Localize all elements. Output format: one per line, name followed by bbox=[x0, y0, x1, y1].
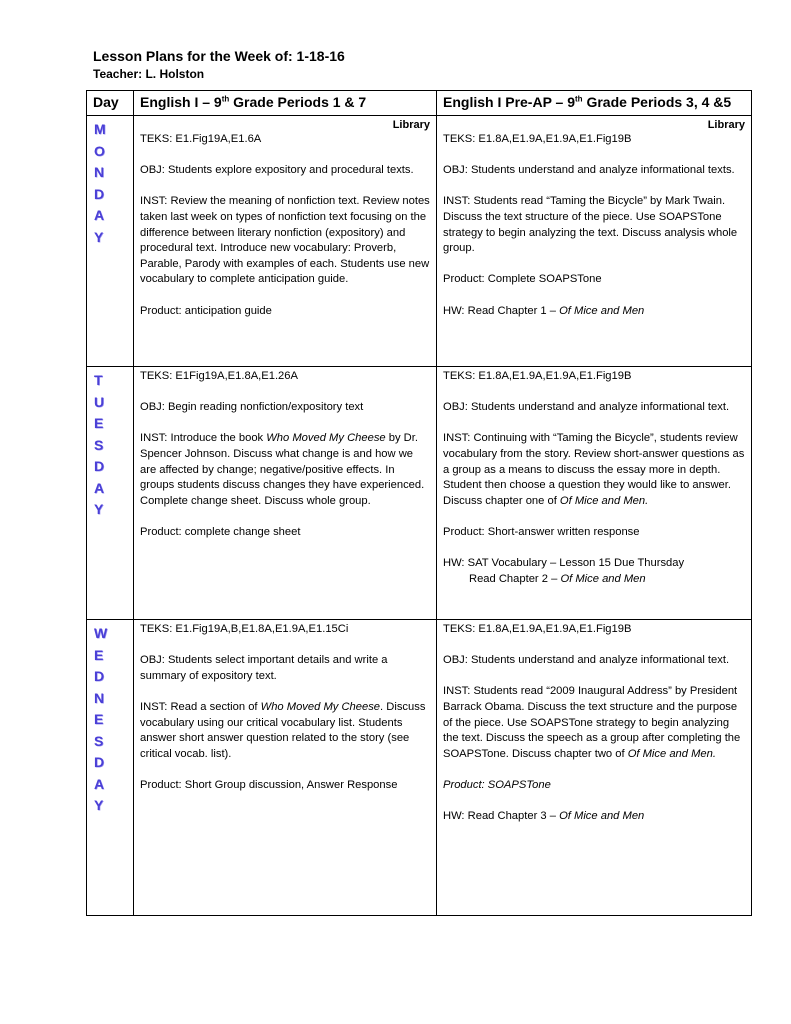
day-label-tuesday bbox=[87, 367, 134, 620]
page-title: Lesson Plans for the Week of: 1-18-16 bbox=[93, 48, 345, 64]
day-letters bbox=[94, 119, 133, 248]
day-letter: A bbox=[94, 479, 105, 496]
instruction: INST: Students read “2009 Inaugural Address” by President Barrack Obama. Discuss the text structure and the purpose of the piece. Use SOAPSTone strategy to begin analyzing the text. Discuss the speech as a group after completing the SOAPSTone. Discuss chapter two of Of Mice and Men. bbox=[443, 685, 741, 760]
header-row bbox=[87, 91, 752, 116]
day-letter: E bbox=[94, 646, 104, 663]
day-header: Day bbox=[87, 91, 134, 116]
product: Product: Short-answer written response bbox=[443, 525, 640, 538]
product: Product: SOAPSTone bbox=[443, 778, 551, 791]
product: Product: Complete SOAPSTone bbox=[443, 273, 602, 286]
objective: OBJ: Students understand and analyze informational texts. bbox=[443, 164, 735, 177]
teacher-name: Teacher: L. Holston bbox=[93, 67, 205, 81]
day-letter: E bbox=[94, 415, 104, 431]
day-label-monday bbox=[87, 116, 134, 367]
tuesday-pre-ap-cell bbox=[437, 367, 752, 620]
day-letter: S bbox=[94, 436, 104, 453]
day-letter: O bbox=[94, 142, 105, 159]
tuesday-english-i-cell bbox=[134, 367, 437, 620]
location-label: Library bbox=[707, 119, 745, 131]
day-letter: D bbox=[94, 754, 105, 770]
day-letter: A bbox=[94, 207, 105, 223]
objective: OBJ: Students understand and analyze informational text. bbox=[443, 654, 730, 667]
day-letter: Y bbox=[94, 228, 104, 245]
product: Product: complete change sheet bbox=[140, 525, 301, 538]
teks: TEKS: E1.Fig19A,B,E1.8A,E1.9A,E1.15Ci bbox=[140, 623, 349, 635]
wednesday-row bbox=[87, 620, 752, 916]
tuesday-row bbox=[87, 367, 752, 620]
homework: HW: SAT Vocabulary – Lesson 15 Due Thursday Read Chapter 2 – Of Mice and Men bbox=[443, 557, 685, 585]
wednesday-pre-ap-cell bbox=[437, 620, 752, 916]
day-letter: N bbox=[94, 164, 105, 180]
day-letters bbox=[94, 370, 133, 521]
instruction: INST: Students read “Taming the Bicycle” by Mark Twain. Discuss the text structure of the piece. Use SOAPSTone strategy to begin analyzing the text. Discuss analysis whole group. bbox=[443, 195, 738, 255]
teks: TEKS: E1.8A,E1.9A,E1.9A,E1.Fig19B bbox=[443, 623, 632, 635]
instruction: INST: Read a section of Who Moved My Cheese. Discuss vocabulary using our critical vocabulary list. Students answer short answer question related to the story (see critical vocab. list). bbox=[140, 700, 426, 760]
objective: OBJ: Begin reading nonfiction/expository text bbox=[140, 401, 364, 414]
english-i-header: English I – 9th Grade Periods 1 & 7 bbox=[134, 91, 437, 116]
day-letter: Y bbox=[94, 797, 104, 813]
product: Product: anticipation guide bbox=[140, 304, 272, 317]
monday-english-i-cell bbox=[134, 116, 437, 367]
day-letter: E bbox=[94, 711, 104, 727]
location-label: Library bbox=[392, 119, 430, 131]
instruction: INST: Review the meaning of nonfiction text. Review notes taken last week on types of nonfiction text focusing on the difference between literary nonfiction (expository) and procedural text. Introduce new vocabulary: Proverb, Parable, Parody with examples of each. Students use new vocabulary to complete anticipation guide. bbox=[140, 195, 430, 286]
day-letters bbox=[94, 623, 133, 817]
instruction: INST: Introduce the book Who Moved My Cheese by Dr. Spencer Johnson. Discuss what change is and how we are affected by change; negative/positive effects. In groups students discuss changes they have experienced. Complete change sheet. Discuss whole group. bbox=[140, 432, 425, 507]
instruction: INST: Continuing with “Taming the Bicycle”, students review vocabulary from the story. Review short-answer questions as a group as a means to discuss the essay more in depth. Student then choose a question they would like to answer. Discuss chapter one of Of Mice and Men. bbox=[443, 432, 745, 507]
pre-ap-header: English I Pre-AP – 9th Grade Periods 3, 4 &5 bbox=[437, 91, 752, 116]
objective: OBJ: Students understand and analyze informational text. bbox=[443, 401, 730, 414]
day-letter: D bbox=[94, 458, 105, 474]
lesson-plan-table bbox=[86, 90, 752, 916]
teks: TEKS: E1.Fig19A,E1.6A bbox=[140, 133, 262, 145]
day-letter: D bbox=[94, 185, 105, 202]
day-letter: N bbox=[94, 689, 105, 706]
day-letter: S bbox=[94, 732, 104, 749]
day-letter: W bbox=[94, 625, 108, 641]
day-letter: Y bbox=[94, 501, 104, 517]
day-label-wednesday bbox=[87, 620, 134, 916]
day-letter: A bbox=[94, 775, 105, 792]
teks: TEKS: E1.8A,E1.9A,E1.9A,E1.Fig19B bbox=[443, 370, 632, 382]
homework: HW: Read Chapter 1 – Of Mice and Men bbox=[443, 304, 645, 317]
wednesday-english-i-cell bbox=[134, 620, 437, 916]
homework: HW: Read Chapter 3 – Of Mice and Men bbox=[443, 810, 645, 823]
day-letter: T bbox=[94, 372, 103, 388]
objective: OBJ: Students select important details and write a summary of expository text. bbox=[140, 654, 388, 682]
day-letter: D bbox=[94, 668, 105, 684]
teks: TEKS: E1Fig19A,E1.8A,E1.26A bbox=[140, 370, 298, 382]
objective: OBJ: Students explore expository and procedural texts. bbox=[140, 164, 414, 177]
day-letter: M bbox=[94, 121, 106, 137]
day-letter: U bbox=[94, 393, 105, 410]
product: Product: Short Group discussion, Answer Response bbox=[140, 778, 398, 791]
teks: TEKS: E1.8A,E1.9A,E1.9A,E1.Fig19B bbox=[443, 133, 632, 145]
monday-pre-ap-cell bbox=[437, 116, 752, 367]
monday-row bbox=[87, 116, 752, 367]
